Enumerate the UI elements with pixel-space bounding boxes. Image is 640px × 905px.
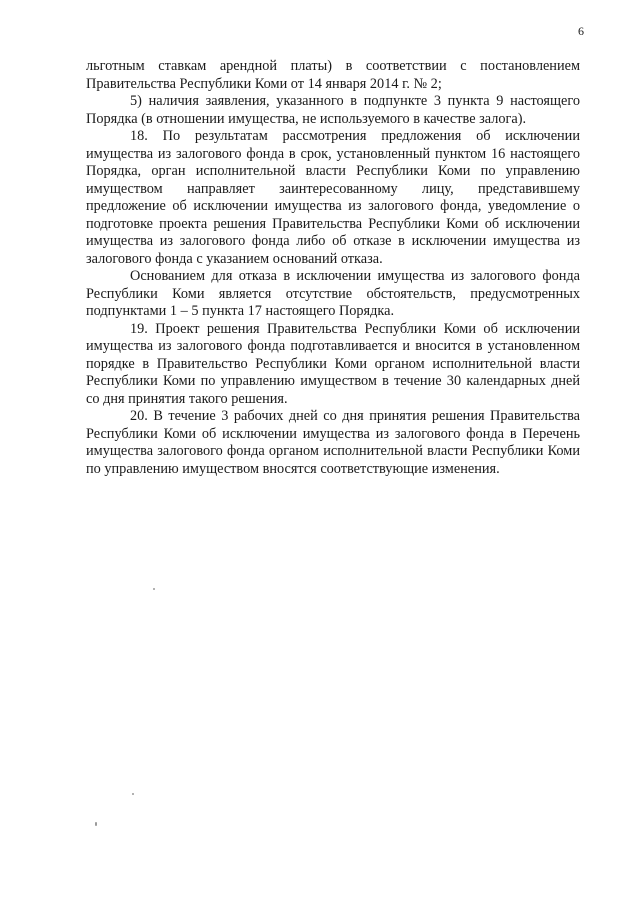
paragraph-continuation: льготным ставкам арендной платы) в соответствии с постановлением Правительства Республики Коми от 14 января 2014 г. № 2;: [86, 58, 580, 92]
paragraph-19: 19. Проект решения Правительства Республики Коми об исключении имущества из залогового фонда подготавливается и вносится в установленном порядке в Правительство Республики Коми органом исполнительной власти Республики Коми по управлению имуществом в течение 30 календарных дней со дня принятия такого решения.: [86, 320, 580, 407]
document-body: [86, 58, 580, 478]
paragraph-item-5: 5) наличия заявления, указанного в подпункте 3 пункта 9 настоящего Порядка (в отношении имущества, не используемого в качестве залога).: [86, 93, 580, 127]
scan-speck: [95, 822, 97, 826]
scan-speck: [132, 793, 134, 795]
scan-speck: [153, 588, 155, 590]
paragraph-18: 18. По результатам рассмотрения предложения об исключении имущества из залогового фонда в срок, установленный пунктом 16 настоящего Порядка, орган исполнительной власти Республики Коми по управлению имуществом направляет заинтересованному лицу, представившему предложение об исключении имущества из залогового фонда, уведомление о подготовке проекта решения Правительства Республики Коми об исключении имущества из залогового фонда либо об отказе в исключении имущества из залогового фонда с указанием оснований отказа.: [86, 128, 580, 267]
paragraph-refusal-grounds: Основанием для отказа в исключении имущества из залогового фонда Республики Коми является отсутствие обстоятельств, предусмотренных подпунктами 1 – 5 пункта 17 настоящего Порядка.: [86, 268, 580, 319]
page-number: 6: [578, 24, 584, 38]
paragraph-20: 20. В течение 3 рабочих дней со дня принятия решения Правительства Республики Коми об исключении имущества из залогового фонда в Перечень имущества залогового фонда органом исполнительной власти Республики Коми по управлению имуществом вносятся соответствующие изменения.: [86, 408, 580, 477]
